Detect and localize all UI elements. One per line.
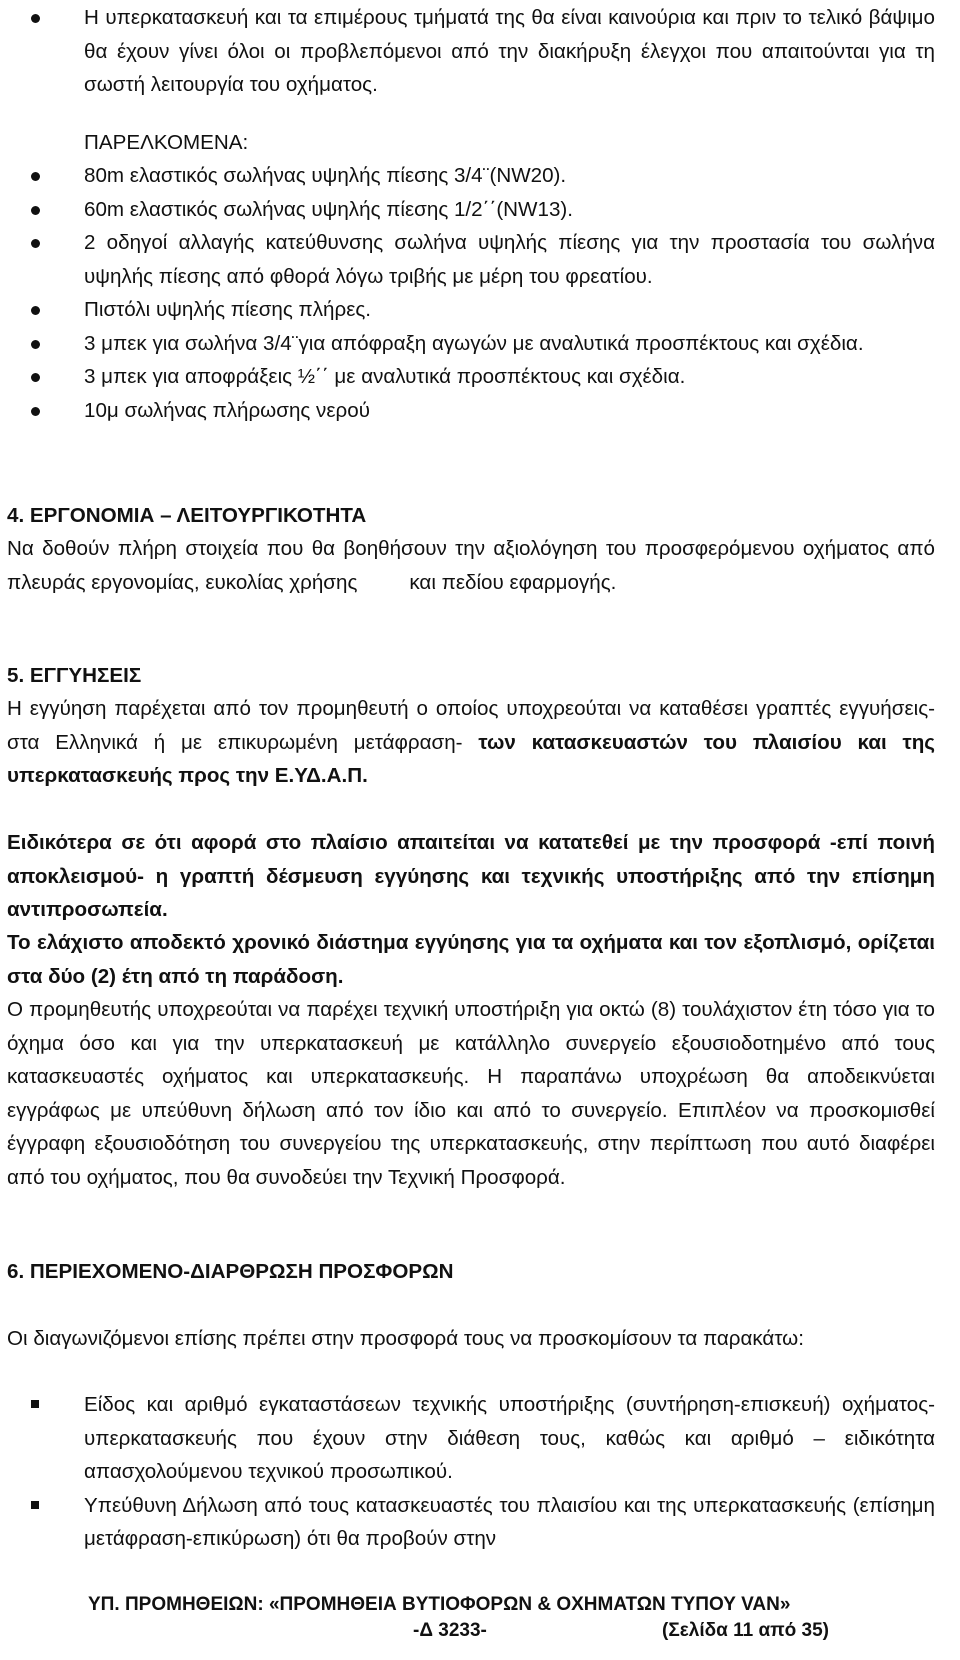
bullet-icon xyxy=(31,206,40,215)
section-4-title: 4. ΕΡΓΟΝΟΜΙΑ – ΛΕΙΤΟΥΡΓΙΚΟΤΗΤΑ xyxy=(7,504,367,527)
list-item: Είδος και αριθμό εγκαταστάσεων τεχνικής υποστήριξης (συντήρηση-επισκευή) οχήματος-υπερκατασκευής που έχουν στην διάθεση τους, καθώς και αριθμό – ειδικότητα απασχολούμενου τεχνικού προσωπικού. xyxy=(0,1388,935,1489)
section-5-paragraph-2: Ειδικότερα σε ότι αφορά στο πλαίσιο απαιτείται να κατατεθεί με την προσφορά -επί ποινή αποκλεισμού- η γραπτή δέσμευση εγγύησης και τεχνικής υποστήριξης από την επίσημη αντιπροσωπεία. xyxy=(7,831,935,921)
list-item: 60m ελαστικός σωλήνας υψηλής πίεσης 1/2΄΄(NW13). xyxy=(0,193,935,227)
list-item: 80m ελαστικός σωλήνας υψηλής πίεσης 3/4¨(NW20). xyxy=(0,159,935,193)
footer-title: ΥΠ. ΠΡΟΜΗΘΕΙΩΝ: «ΠΡΟΜΗΘΕΙΑ ΒΥΤΙΟΦΟΡΩΝ & ΟΧΗΜΑΤΩΝ ΤΥΠΟΥ VAN» xyxy=(88,1594,791,1615)
section-6-list xyxy=(0,1388,935,1556)
list-item: 2 οδηγοί αλλαγής κατεύθυνσης σωλήνα υψηλής πίεσης για την προστασία του σωλήνα υψηλής πίεσης από φθορά λόγω τριβής με μέρη του φρεατίου. xyxy=(0,226,935,293)
square-bullet-icon xyxy=(31,1400,39,1408)
intro-bullet xyxy=(0,1,935,102)
bullet-icon xyxy=(31,373,40,382)
bullet-icon xyxy=(31,172,40,181)
section-5-paragraph-1: Η εγγύηση παρέχεται από τον προμηθευτή ο οποίος υποχρεούται να καταθέσει γραπτές εγγυήσεις- στα Ελληνικά ή με επικυρωμένη μετάφραση- των κατασκευαστών του πλαισίου και της υπερκατασκευής προς την Ε.ΥΔ.Α.Π. xyxy=(7,697,935,787)
section-4-text: Να δοθούν πλήρη στοιχεία που θα βοηθήσουν την αξιολόγηση του προσφερόμενου οχήματος από πλευράς εργονομίας, ευκολίας χρήσης και πεδίου εφαρμογής. xyxy=(7,537,935,594)
footer-page-number: (Σελίδα 11 από 35) xyxy=(662,1620,830,1641)
square-bullet-icon xyxy=(31,1501,39,1509)
bullet-icon xyxy=(31,407,40,416)
list-item: Πιστόλι υψηλής πίεσης πλήρες. xyxy=(0,293,935,327)
section-5-title: 5. ΕΓΓΥΗΣΕΙΣ xyxy=(7,664,142,687)
bullet-icon xyxy=(31,239,40,248)
list-item: Υπεύθυνη Δήλωση από τους κατασκευαστές του πλαισίου και της υπερκατασκευής (επίσημη μετάφραση-επικύρωση) ότι θα προβούν στην xyxy=(0,1489,935,1556)
list-item: 3 μπεκ για αποφράξεις ½΄΄ με αναλυτικά προσπέκτους και σχέδια. xyxy=(0,360,935,394)
section-6-title: 6. ΠΕΡΙΕΧΟΜΕΝΟ-ΔΙΑΡΘΡΩΣΗ ΠΡΟΣΦΟΡΩΝ xyxy=(7,1260,454,1283)
section-6-intro: Οι διαγωνιζόμενοι επίσης πρέπει στην προσφορά τους να προσκομίσουν τα παρακάτω: xyxy=(7,1327,804,1350)
bullet-icon xyxy=(31,306,40,315)
accessories-list xyxy=(0,159,935,427)
intro-bullet-text: Η υπερκατασκευή και τα επιμέρους τμήματά της θα είναι καινούρια και πριν το τελικό βάψιμο θα έχουν γίνει όλοι οι προβλεπόμενοι από την διακήρυξη έλεγχοι που απαιτούνται για τη σωστή λειτουργία του οχήματος. xyxy=(84,6,935,96)
bullet-icon xyxy=(31,14,40,23)
footer-code: -Δ 3233- xyxy=(413,1620,487,1641)
accessories-title: ΠΑΡΕΛΚΟΜΕΝΑ: xyxy=(84,131,249,154)
section-5-paragraph-3: Το ελάχιστο αποδεκτό χρονικό διάστημα εγγύησης για τα οχήματα και τον εξοπλισμό, ορίζεται στα δύο (2) έτη από τη παράδοση. xyxy=(7,931,935,988)
bullet-icon xyxy=(31,340,40,349)
section-5-paragraph-4: Ο προμηθευτής υποχρεούται να παρέχει τεχνική υποστήριξη για οκτώ (8) τουλάχιστον έτη τόσο για το όχημα όσο και για την υπερκατασκευή με κατάλληλο συνεργείο εξουσιοδοτημένο από τους κατασκευαστές οχήματος και υπερκατασκευής. Η παραπάνω υποχρέωση θα αποδεικνύεται εγγράφως με υπεύθυνη δήλωση από τον ίδιο και από το συνεργείο. Επιπλέον να προσκομισθεί έγγραφη εξουσιοδότηση του συνεργείου της υπερκατασκευής, στην περίπτωση που αυτό διαφέρει από του οχήματος, που θα συνοδεύει την Τεχνική Προσφορά. xyxy=(7,998,935,1189)
list-item: 3 μπεκ για σωλήνα 3/4¨για απόφραξη αγωγών με αναλυτικά προσπέκτους και σχέδια. xyxy=(0,327,935,361)
list-item: 10μ σωλήνας πλήρωσης νερού xyxy=(0,394,935,428)
